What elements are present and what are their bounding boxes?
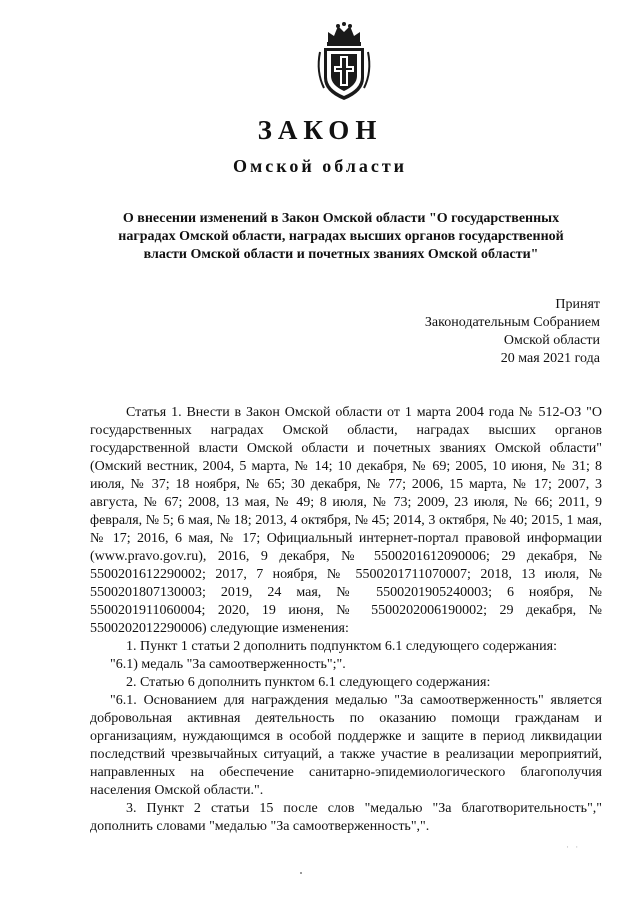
adoption-line: Омской области — [503, 333, 600, 348]
amendment-item-3: 3. Пункт 2 статьи 15 после слов "медалью "За благотворительность"," дополнить словами "медалью "За самоотверженность",". — [90, 801, 602, 834]
adoption-date: 20 мая 2021 года — [500, 351, 600, 366]
adoption-block — [340, 296, 600, 368]
law-heading: О внесении изменений в Закон Омской области "О государственных наградах Омской области, наградах высших органов государственной власти Омской области и почетных званиях Омской области" — [118, 211, 564, 262]
adoption-line: Законодательным Собранием — [424, 315, 600, 330]
amendment-item-2: 2. Статью 6 дополнить пунктом 6.1 следующего содержания: — [126, 675, 491, 690]
law-body — [90, 404, 602, 836]
amendment-quote-2: "6.1. Основанием для награждения медалью "За самоотверженность" является добровольная активная деятельность по оказанию помощи гражданам и организациям, нуждающимся в особой поддержке и защите в период ликвидации последствий чрезвычайных ситуаций, а также участие в реализации мероприятий, направленных на обеспечение санитарно-эпидемиологического благополучия населения Омской области.". — [90, 693, 602, 798]
amendment-item-1: 1. Пункт 1 статьи 2 дополнить подпунктом 6.1 следующего содержания: — [126, 639, 557, 654]
adoption-line: Принят — [555, 297, 600, 312]
law-subtitle: Омской области — [232, 156, 408, 176]
scan-artifact-dot — [300, 872, 302, 874]
scan-artifact: · · — [566, 842, 581, 852]
amendment-quote-1: "6.1) медаль "За самоотверженность";". — [110, 657, 346, 672]
law-title: ЗАКОН — [257, 115, 383, 145]
article-1-paragraph: Статья 1. Внести в Закон Омской области от 1 марта 2004 года № 512-ОЗ "О государственных наградах Омской области, наградах высших органов государственной власти Омской области и почетных званиях Омской области" (Омский вестник, 2004, 5 марта, № 14; 10 декабря, № 69; 2005, 10 июня, № 31; 8 июля, № 37; 18 ноября, № 65; 30 декабря, № 77; 2006, 15 марта, № 17; 2007, 3 августа, № 67; 2008, 13 мая, № 49; 8 июля, № 73; 2009, 23 июля, № 66; 2011, 9 февраля, № 5; 6 мая, № 18; 2013, 4 октября, № 45; 2014, 3 октября, № 40; 2015, 1 мая, № 17; 2016, 6 мая, № 17; Официальный интернет-портал правовой информации (www.pravo.gov.ru), 2016, 9 декабря, № 5500201612090006; 29 декабря, № 5500201612290002; 2017, 7 ноября, № 5500201711070007; 2018, 13 июля, № 5500201807130003; 2019, 24 мая, № 5500201905240003; 6 ноября, № 5500201911060004; 2020, 19 июня, № 5500202006190002; 29 декабря, № 5500202012290006) следующие изменения: — [90, 405, 602, 636]
coat-of-arms-icon — [314, 22, 374, 102]
